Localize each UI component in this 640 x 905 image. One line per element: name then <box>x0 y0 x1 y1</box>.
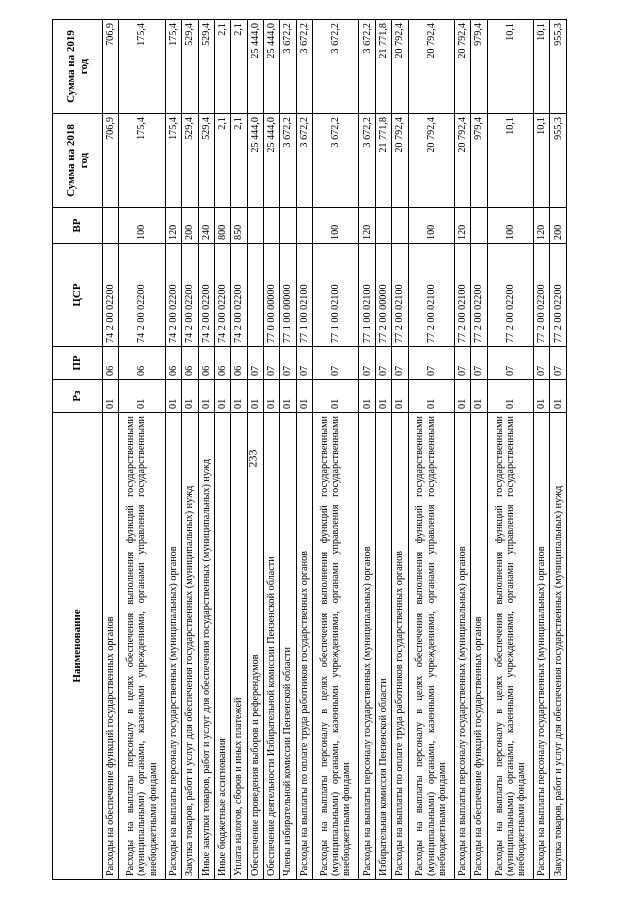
table-header-row <box>53 20 103 880</box>
cell-name: Расходы на выплаты персоналу государственных (муниципальных) органов <box>454 413 470 880</box>
cell-pr: 07 <box>454 347 470 380</box>
cell-pr: 07 <box>313 347 359 380</box>
cell-csr: 74 2 00 02200 <box>198 244 214 347</box>
cell-vr <box>263 208 279 244</box>
budget-table <box>52 19 567 880</box>
cell-sum2019: 20 792,4 <box>454 20 470 114</box>
cell-sum2018: 10,1 <box>534 114 550 208</box>
cell-sum2019: 175,4 <box>119 20 165 114</box>
cell-name: Расходы на выплаты персоналу в целях обеспечения выполнения функций государственными (муниципальными) органами, казенными учреждениями, органами управления государственными внебюджетными фондами <box>313 413 359 880</box>
cell-name: Избирательная комиссия Пензенской области <box>375 413 391 880</box>
cell-rz: 01 <box>392 380 408 413</box>
cell-vr: 100 <box>119 208 165 244</box>
cell-vr: 100 <box>408 208 454 244</box>
table-row <box>534 20 550 880</box>
cell-name: Расходы на выплаты персоналу в целях обеспечения выполнения функций государственными (муниципальными) органами, казенными учреждениями, органами управления государственными внебюджетными фондами <box>487 413 533 880</box>
cell-csr: 74 2 00 02200 <box>214 244 230 347</box>
cell-rz: 01 <box>247 380 263 413</box>
cell-sum2019: 3 672,2 <box>296 20 312 114</box>
cell-pr: 06 <box>198 347 214 380</box>
table-row <box>408 20 454 880</box>
cell-csr: 77 1 00 02100 <box>313 244 359 347</box>
cell-pr: 06 <box>119 347 165 380</box>
cell-name: Расходы на выплаты персоналу государственных (муниципальных) органов <box>165 413 181 880</box>
cell-pr: 07 <box>471 347 487 380</box>
header-name: Наименование <box>53 413 103 880</box>
cell-csr: 77 2 00 00000 <box>375 244 391 347</box>
table-row <box>247 20 263 880</box>
cell-sum2018: 3 672,2 <box>359 114 375 208</box>
cell-pr: 07 <box>392 347 408 380</box>
cell-rz: 01 <box>454 380 470 413</box>
cell-sum2018: 25 444,0 <box>263 114 279 208</box>
cell-sum2018: 3 672,2 <box>313 114 359 208</box>
cell-csr <box>247 244 263 347</box>
cell-sum2018: 25 444,0 <box>247 114 263 208</box>
cell-rz: 01 <box>280 380 296 413</box>
cell-pr: 07 <box>534 347 550 380</box>
cell-name: Расходы на обеспечение функций государственных органов <box>471 413 487 880</box>
cell-vr <box>247 208 263 244</box>
cell-name: Иные бюджетные ассигнования <box>214 413 230 880</box>
cell-pr: 07 <box>280 347 296 380</box>
table-row <box>550 20 567 880</box>
cell-sum2018: 10,1 <box>487 114 533 208</box>
cell-csr: 77 2 00 02100 <box>392 244 408 347</box>
cell-rz: 01 <box>550 380 567 413</box>
table-row <box>198 20 214 880</box>
cell-sum2018: 979,4 <box>471 114 487 208</box>
cell-pr: 06 <box>231 347 247 380</box>
table-row <box>313 20 359 880</box>
cell-sum2019: 21 771,8 <box>375 20 391 114</box>
cell-vr: 120 <box>165 208 181 244</box>
cell-vr <box>280 208 296 244</box>
cell-csr: 77 2 00 02200 <box>550 244 567 347</box>
cell-csr: 74 2 00 02200 <box>119 244 165 347</box>
cell-sum2018: 2,1 <box>231 114 247 208</box>
cell-csr: 77 2 00 02200 <box>534 244 550 347</box>
cell-vr <box>392 208 408 244</box>
table-row <box>263 20 279 880</box>
page-number: 233 <box>245 449 260 468</box>
cell-rz: 01 <box>408 380 454 413</box>
table-row <box>280 20 296 880</box>
cell-pr: 06 <box>182 347 198 380</box>
cell-vr <box>471 208 487 244</box>
cell-sum2018: 20 792,4 <box>408 114 454 208</box>
table-row <box>182 20 198 880</box>
cell-sum2019: 529,4 <box>198 20 214 114</box>
cell-sum2018: 529,4 <box>198 114 214 208</box>
cell-rz: 01 <box>487 380 533 413</box>
cell-rz: 01 <box>214 380 230 413</box>
cell-sum2019: 2,1 <box>231 20 247 114</box>
cell-vr: 200 <box>550 208 567 244</box>
cell-pr: 07 <box>263 347 279 380</box>
cell-pr: 07 <box>408 347 454 380</box>
cell-vr: 120 <box>534 208 550 244</box>
cell-csr: 77 2 00 02100 <box>408 244 454 347</box>
cell-pr: 06 <box>165 347 181 380</box>
table-row <box>454 20 470 880</box>
cell-sum2018: 175,4 <box>119 114 165 208</box>
cell-rz: 01 <box>103 380 119 413</box>
cell-pr: 07 <box>247 347 263 380</box>
cell-pr: 07 <box>359 347 375 380</box>
table-row <box>165 20 181 880</box>
cell-name: Расходы на выплаты персоналу в целях обеспечения выполнения функций государственными (муниципальными) органами, казенными учреждениями, органами управления государственными внебюджетными фондами <box>408 413 454 880</box>
header-rz: Рз <box>53 380 103 413</box>
cell-csr: 77 2 00 02200 <box>487 244 533 347</box>
cell-rz: 01 <box>296 380 312 413</box>
cell-pr: 06 <box>103 347 119 380</box>
cell-csr: 77 1 00 02100 <box>296 244 312 347</box>
cell-vr: 120 <box>454 208 470 244</box>
cell-name: Расходы на выплаты по оплате труда работников государственных органов <box>296 413 312 880</box>
cell-vr <box>103 208 119 244</box>
cell-sum2019: 955,3 <box>550 20 567 114</box>
cell-rz: 01 <box>534 380 550 413</box>
cell-csr: 74 2 00 02200 <box>231 244 247 347</box>
cell-sum2018: 3 672,2 <box>280 114 296 208</box>
cell-pr: 07 <box>375 347 391 380</box>
cell-csr: 77 2 00 02200 <box>471 244 487 347</box>
cell-csr: 77 1 00 00000 <box>280 244 296 347</box>
cell-sum2019: 3 672,2 <box>280 20 296 114</box>
cell-sum2019: 3 672,2 <box>313 20 359 114</box>
cell-sum2019: 20 792,4 <box>408 20 454 114</box>
header-pr: ПР <box>53 347 103 380</box>
table-row <box>103 20 119 880</box>
cell-vr: 240 <box>198 208 214 244</box>
cell-sum2019: 979,4 <box>471 20 487 114</box>
header-sum-2018: Сумма на 2018 год <box>53 114 103 208</box>
cell-rz: 01 <box>313 380 359 413</box>
cell-name: Расходы на выплаты персоналу государственных (муниципальных) органов <box>359 413 375 880</box>
cell-vr: 850 <box>231 208 247 244</box>
cell-vr: 120 <box>359 208 375 244</box>
cell-rz: 01 <box>375 380 391 413</box>
table-row <box>392 20 408 880</box>
cell-rz: 01 <box>471 380 487 413</box>
cell-vr: 800 <box>214 208 230 244</box>
cell-rz: 01 <box>359 380 375 413</box>
cell-name: Обеспечение проведения выборов и референдумов <box>247 413 263 880</box>
header-vr: ВР <box>53 208 103 244</box>
cell-csr: 74 2 00 02200 <box>182 244 198 347</box>
cell-sum2019: 175,4 <box>165 20 181 114</box>
table-row <box>119 20 165 880</box>
cell-rz: 01 <box>119 380 165 413</box>
cell-rz: 01 <box>231 380 247 413</box>
cell-name: Расходы на выплаты персоналу в целях обеспечения выполнения функций государственными (муниципальными) органами, казенными учреждениями, органами управления государственными внебюджетными фондами <box>119 413 165 880</box>
cell-sum2018: 706,9 <box>103 114 119 208</box>
cell-sum2019: 529,4 <box>182 20 198 114</box>
cell-pr: 07 <box>550 347 567 380</box>
cell-vr: 100 <box>487 208 533 244</box>
cell-rz: 01 <box>198 380 214 413</box>
cell-sum2019: 2,1 <box>214 20 230 114</box>
cell-sum2019: 10,1 <box>534 20 550 114</box>
cell-pr: 07 <box>296 347 312 380</box>
table-row <box>214 20 230 880</box>
cell-name: Расходы на выплаты по оплате труда работников государственных органов <box>392 413 408 880</box>
cell-csr: 74 2 00 02200 <box>103 244 119 347</box>
cell-sum2018: 175,4 <box>165 114 181 208</box>
header-sum-2019: Сумма на 2019 год <box>53 20 103 114</box>
table-row <box>231 20 247 880</box>
cell-vr <box>375 208 391 244</box>
table-row <box>359 20 375 880</box>
table-row <box>471 20 487 880</box>
cell-pr: 07 <box>487 347 533 380</box>
cell-name: Члены избирательной комиссии Пензенской области <box>280 413 296 880</box>
cell-name: Закупка товаров, работ и услуг для обеспечения государственных (муниципальных) нужд <box>182 413 198 880</box>
cell-csr: 77 1 00 02100 <box>359 244 375 347</box>
header-csr: ЦСР <box>53 244 103 347</box>
cell-sum2019: 706,9 <box>103 20 119 114</box>
cell-name: Закупка товаров, работ и услуг для обеспечения государственных (муниципальных) нужд <box>550 413 567 880</box>
cell-sum2018: 955,3 <box>550 114 567 208</box>
cell-sum2018: 20 792,4 <box>454 114 470 208</box>
cell-name: Уплата налогов, сборов и иных платежей <box>231 413 247 880</box>
cell-sum2019: 25 444,0 <box>247 20 263 114</box>
cell-sum2018: 3 672,2 <box>296 114 312 208</box>
budget-table-container <box>52 20 567 880</box>
cell-sum2019: 20 792,4 <box>392 20 408 114</box>
cell-vr: 100 <box>313 208 359 244</box>
cell-vr <box>296 208 312 244</box>
cell-rz: 01 <box>182 380 198 413</box>
table-row <box>296 20 312 880</box>
cell-vr: 200 <box>182 208 198 244</box>
cell-name: Расходы на обеспечение функций государственных органов <box>103 413 119 880</box>
cell-sum2019: 10,1 <box>487 20 533 114</box>
cell-sum2019: 25 444,0 <box>263 20 279 114</box>
cell-rz: 01 <box>263 380 279 413</box>
cell-sum2018: 2,1 <box>214 114 230 208</box>
cell-sum2018: 529,4 <box>182 114 198 208</box>
table-row <box>487 20 533 880</box>
cell-sum2018: 21 771,8 <box>375 114 391 208</box>
cell-csr: 77 0 00 00000 <box>263 244 279 347</box>
table-row <box>375 20 391 880</box>
cell-sum2018: 20 792,4 <box>392 114 408 208</box>
cell-sum2019: 3 672,2 <box>359 20 375 114</box>
cell-name: Иные закупки товаров, работ и услуг для обеспечения государственных (муниципальных) нужд <box>198 413 214 880</box>
cell-csr: 77 2 00 02100 <box>454 244 470 347</box>
cell-name: Обеспечение деятельности Избирательной комиссии Пензенской области <box>263 413 279 880</box>
cell-name: Расходы на выплаты персоналу государственных (муниципальных) органов <box>534 413 550 880</box>
cell-pr: 06 <box>214 347 230 380</box>
cell-csr: 74 2 00 02200 <box>165 244 181 347</box>
cell-rz: 01 <box>165 380 181 413</box>
